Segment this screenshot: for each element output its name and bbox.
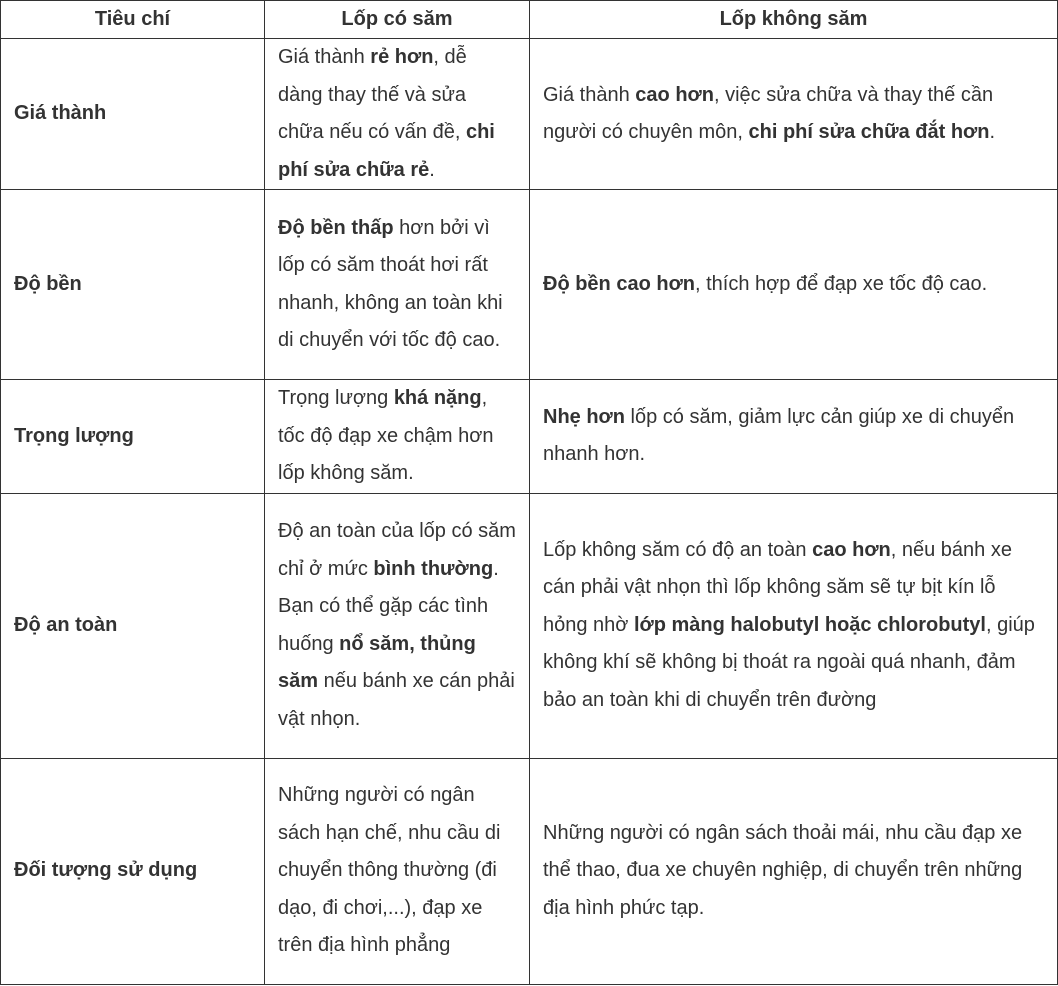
text-segment: Trọng lượng	[278, 387, 394, 409]
table-row	[1, 493, 1058, 758]
text-segment: Lốp không săm có độ an toàn	[543, 538, 813, 561]
table-row	[1, 758, 1058, 984]
tubeless-tire-cell	[530, 380, 1058, 494]
table-row	[1, 190, 1058, 380]
text-segment: Giá thành	[543, 83, 636, 106]
tube-tire-cell	[265, 190, 530, 380]
text-segment: Độ an toàn của lốp có săm chỉ ở mức	[278, 520, 516, 580]
tube-tire-cell	[265, 39, 530, 190]
text-segment: .	[989, 121, 996, 143]
bold-text: cao hơn	[812, 538, 891, 561]
tube-tire-cell	[265, 758, 530, 984]
header-criteria: Tiêu chí	[1, 1, 265, 39]
tubeless-tire-cell	[530, 39, 1058, 190]
text-segment: , tốc độ đạp xe chậm hơn lốp không săm.	[278, 387, 494, 484]
bold-text: rẻ hơn	[370, 46, 434, 68]
header-tube-tire: Lốp có săm	[265, 1, 530, 39]
header-tubeless-tire: Lốp không săm	[530, 1, 1058, 39]
criterion-cell: Giá thành	[1, 39, 265, 190]
bold-text: khá nặng	[393, 387, 482, 409]
text-segment: .	[429, 158, 435, 181]
bold-text: nổ săm, thủng săm	[278, 632, 476, 692]
tube-tire-cell	[265, 493, 530, 758]
table-row	[1, 39, 1058, 190]
text-segment: lốp có săm, giảm lực cản giúp xe di chuyển nhanh hơn.	[543, 405, 1015, 466]
tubeless-tire-cell	[530, 190, 1058, 380]
table-row	[1, 380, 1058, 494]
bold-text: chi phí sửa chữa đắt hơn	[748, 121, 990, 143]
criterion-cell: Độ an toàn	[1, 493, 265, 758]
text-segment: Giá thành	[278, 46, 371, 68]
bold-text: chi phí sửa chữa rẻ	[278, 121, 495, 181]
bold-text: cao hơn	[635, 83, 714, 106]
text-segment: , việc sửa chữa và thay thế cần người có chuyên môn,	[543, 83, 994, 143]
text-segment: Những người có ngân sách hạn chế, nhu cầu di chuyển thông thường (đi dạo, đi chơi,...), đạp xe trên địa hình phẳng	[278, 784, 501, 957]
criterion-cell: Trọng lượng	[1, 380, 265, 494]
bold-text: Nhẹ hơn	[543, 405, 625, 428]
bold-text: Độ bền cao hơn	[543, 272, 696, 295]
criterion-cell: Độ bền	[1, 190, 265, 380]
text-segment: nếu bánh xe cán phải vật nhọn.	[278, 670, 515, 730]
text-segment: , nếu bánh xe cán phải vật nhọn thì lốp không săm sẽ tự bịt kín lỗ hỏng nhờ	[543, 538, 1012, 636]
text-segment: , thích hợp để đạp xe tốc độ cao.	[695, 272, 988, 295]
text-segment: , giúp không khí sẽ không bị thoát ra ngoài quá nhanh, đảm bảo an toàn khi di chuyển trên đường	[543, 613, 1035, 711]
bold-text: bình thường	[373, 557, 494, 580]
text-segment: hơn bởi vì lốp có săm thoát hơi rất nhanh, không an toàn khi di chuyển với tốc độ cao.	[278, 216, 503, 351]
bold-text: lớp màng halobutyl hoặc chlorobutyl	[633, 613, 986, 636]
bold-text: Độ bền thấp	[278, 216, 394, 239]
tubeless-tire-cell	[530, 493, 1058, 758]
text-segment: , dễ dàng thay thế và sửa chữa nếu có vấn đề,	[278, 46, 467, 143]
header-row	[1, 1, 1058, 39]
criterion-cell: Đối tượng sử dụng	[1, 758, 265, 984]
tube-tire-cell	[265, 380, 530, 494]
text-segment: Những người có ngân sách thoải mái, nhu cầu đạp xe thể thao, đua xe chuyên nghiệp, di chuyển trên những địa hình phức tạp.	[543, 821, 1023, 919]
tubeless-tire-cell	[530, 758, 1058, 984]
text-segment: . Bạn có thể gặp các tình huống	[278, 557, 499, 655]
